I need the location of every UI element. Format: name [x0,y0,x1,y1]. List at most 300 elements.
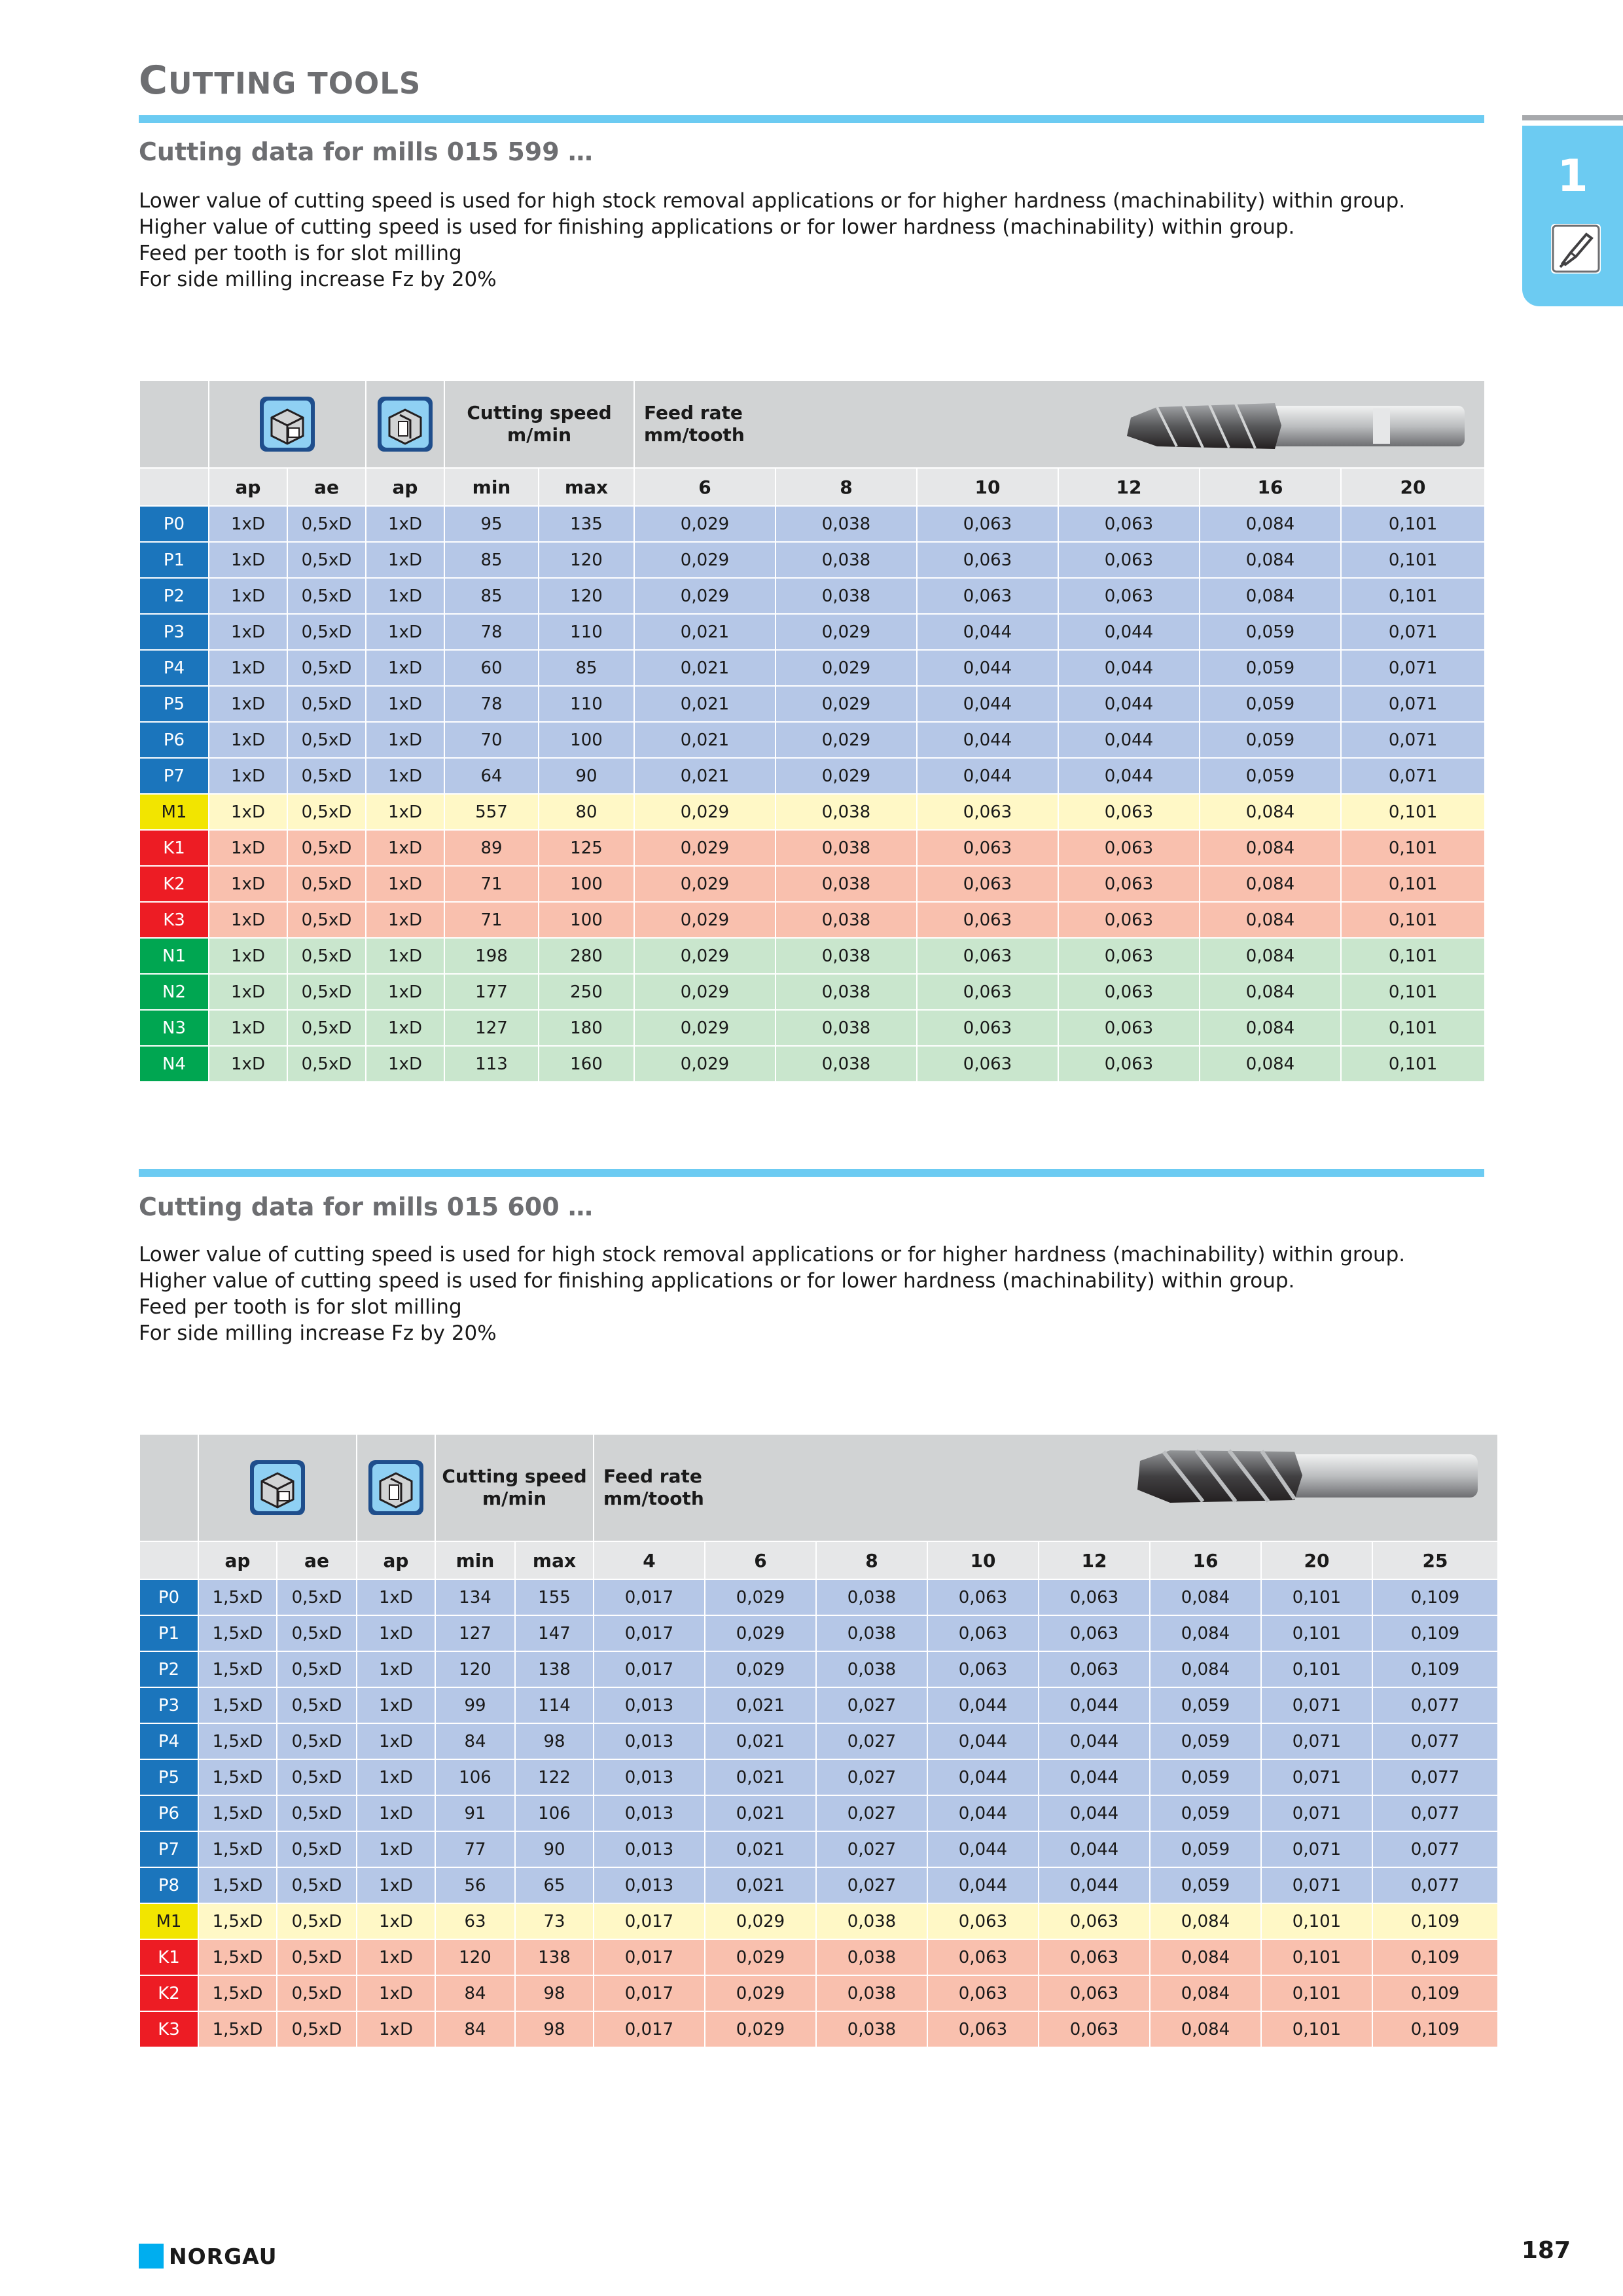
table-cell: 0,5xD [277,1867,357,1903]
table-cell: 0,5xD [287,866,366,902]
table-cell: 0,101 [1261,1975,1372,2011]
table-cell: 0,017 [594,1579,705,1615]
brand-logo-mark [139,2244,164,2269]
table-cell: 0,044 [1058,722,1200,758]
table-cell: 0,021 [705,1723,816,1759]
roughing-end-mill-image [1118,394,1471,457]
slot-milling-icon [357,1434,435,1541]
diameter-header: 12 [1039,1541,1150,1579]
table-cell: 0,029 [705,1939,816,1975]
table-row [139,650,1485,686]
table-cell: 0,063 [1058,1046,1200,1082]
table-cell: 0,029 [776,650,917,686]
table-cell: 0,044 [917,758,1058,794]
table-cell: 0,063 [917,830,1058,866]
table-cell: 1xD [366,974,444,1010]
table-cell: 0,071 [1261,1687,1372,1723]
table-cell: 0,038 [776,866,917,902]
table-cell: 0,059 [1150,1867,1261,1903]
table-cell: 0,059 [1200,722,1341,758]
table-cell: 0,109 [1372,1651,1498,1687]
table-cell: 0,071 [1341,722,1485,758]
table-body [139,1579,1498,2047]
table-cell: 127 [444,1010,539,1046]
table-cell: 0,029 [634,866,776,902]
column-header: ap [198,1541,277,1579]
table-cell: 0,021 [634,758,776,794]
material-group-cell: K1 [139,830,209,866]
table-cell: 0,038 [776,578,917,614]
table-cell: 1xD [209,974,287,1010]
table-cell: 0,029 [705,1975,816,2011]
material-group-cell: P2 [139,578,209,614]
table-cell: 160 [539,1046,634,1082]
table-cell: 0,029 [705,1615,816,1651]
table-cell: 557 [444,794,539,830]
table-cell: 0,5xD [287,758,366,794]
tab-divider [1522,115,1623,120]
table-cell: 0,029 [634,578,776,614]
table-cell: 1xD [366,830,444,866]
table-cell: 0,044 [1039,1867,1150,1903]
material-group-cell: N2 [139,974,209,1010]
table-cell: 1xD [209,542,287,578]
table-cell: 177 [444,974,539,1010]
table-cell: 0,038 [776,938,917,974]
diameter-header: 16 [1200,468,1341,506]
table-cell: 0,071 [1261,1723,1372,1759]
column-header: ap [209,468,287,506]
diameter-header: 16 [1150,1541,1261,1579]
table-cell: 0,071 [1261,1795,1372,1831]
section-title: Cutting data for mills 015 599 … [139,137,593,166]
table-cell: 0,101 [1341,1010,1485,1046]
table-cell: 0,5xD [277,1903,357,1939]
table-cell: 0,029 [634,938,776,974]
table-cell: 1xD [357,1651,435,1687]
table-cell: 0,071 [1261,1759,1372,1795]
diameter-header: 8 [776,468,917,506]
table-cell: 0,071 [1341,614,1485,650]
table-cell: 0,029 [634,506,776,542]
table-cell: 0,029 [705,1651,816,1687]
table-cell: 0,063 [1058,938,1200,974]
table-cell: 0,101 [1341,974,1485,1010]
table-cell: 0,077 [1372,1831,1498,1867]
table-cell: 1xD [366,650,444,686]
note-line: Feed per tooth is for slot milling [139,1295,462,1319]
table-cell: 0,038 [776,902,917,938]
table-cell: 0,038 [816,1615,927,1651]
table-cell: 56 [435,1867,515,1903]
table-cell: 1xD [209,722,287,758]
table-cell: 0,063 [1039,1903,1150,1939]
table-cell: 90 [539,758,634,794]
table-cell: 1,5xD [198,1903,277,1939]
table-cell: 110 [539,614,634,650]
table-cell: 114 [515,1687,594,1723]
table-cell: 250 [539,974,634,1010]
material-group-cell: P4 [139,1723,198,1759]
table-cell: 0,101 [1341,938,1485,974]
table-cell: 0,084 [1200,902,1341,938]
table-cell: 71 [444,902,539,938]
table-cell: 0,059 [1200,650,1341,686]
chapter-tab[interactable] [1522,126,1623,306]
table-cell: 0,029 [634,830,776,866]
table-cell: 0,038 [816,1939,927,1975]
column-header: ap [366,468,444,506]
table-cell: 0,084 [1150,1939,1261,1975]
note-line: Feed per tooth is for slot milling [139,242,462,265]
material-group-cell: P7 [139,758,209,794]
material-group-cell: P8 [139,1867,198,1903]
table-row [139,1046,1485,1082]
table-cell: 1xD [209,902,287,938]
table-cell: 84 [435,2011,515,2047]
table-cell: 0,013 [594,1831,705,1867]
table-cell: 0,063 [917,902,1058,938]
table-cell: 1,5xD [198,1651,277,1687]
table-cell: 1xD [366,1010,444,1046]
table-cell: 70 [444,722,539,758]
table-cell: 0,063 [917,1010,1058,1046]
table-cell: 0,077 [1372,1759,1498,1795]
page-number: 187 [1521,2237,1571,2264]
end-mill-icon [1551,224,1601,274]
table-cell: 0,101 [1261,1579,1372,1615]
table-cell: 0,063 [927,1903,1039,1939]
table-body [139,506,1485,1082]
table-cell: 125 [539,830,634,866]
table-cell: 0,063 [1058,974,1200,1010]
table-cell: 0,063 [1039,2011,1150,2047]
table-cell: 0,059 [1150,1795,1261,1831]
table-cell: 0,063 [1058,902,1200,938]
table-cell: 1xD [357,1687,435,1723]
table-cell: 85 [444,542,539,578]
table-cell: 0,029 [634,794,776,830]
table-cell: 1xD [357,1579,435,1615]
table-cell: 0,5xD [287,614,366,650]
column-header-row [139,1541,1498,1579]
table-cell: 0,5xD [287,902,366,938]
table-cell: 0,038 [816,1579,927,1615]
table-cell: 95 [444,506,539,542]
table-cell: 0,101 [1261,2011,1372,2047]
material-group-cell: P3 [139,614,209,650]
material-group-cell: P1 [139,1615,198,1651]
table-cell: 0,044 [927,1759,1039,1795]
table-row [139,1939,1498,1975]
table-cell: 0,063 [1058,866,1200,902]
table-cell: 1xD [209,614,287,650]
table-cell: 60 [444,650,539,686]
table-cell: 0,044 [1039,1759,1150,1795]
blank-header-cell [139,380,209,468]
table-cell: 1,5xD [198,1579,277,1615]
table-cell: 0,5xD [287,578,366,614]
material-group-cell: N3 [139,1010,209,1046]
table-cell: 0,109 [1372,1579,1498,1615]
table-cell: 0,059 [1200,686,1341,722]
table-cell: 0,044 [927,1831,1039,1867]
table-cell: 0,101 [1261,1651,1372,1687]
table-cell: 0,044 [1058,686,1200,722]
material-group-cell: M1 [139,1903,198,1939]
table-cell: 0,059 [1200,614,1341,650]
table-cell: 0,084 [1150,1615,1261,1651]
table-cell: 1xD [366,758,444,794]
table-cell: 0,044 [1058,614,1200,650]
material-group-cell: K2 [139,1975,198,2011]
table-cell: 0,5xD [287,1046,366,1082]
page-title: CUTTING TOOLS [139,58,421,103]
table-cell: 0,063 [1058,794,1200,830]
table-cell: 0,5xD [287,722,366,758]
table-cell: 0,5xD [287,650,366,686]
material-group-cell: P1 [139,542,209,578]
table-cell: 0,077 [1372,1867,1498,1903]
table-cell: 78 [444,614,539,650]
table-cell: 80 [539,794,634,830]
table-cell: 0,059 [1150,1831,1261,1867]
table-cell: 0,5xD [287,542,366,578]
feed-rate-header: Feed rate mm/tooth [594,1434,1498,1541]
table-cell: 1,5xD [198,1759,277,1795]
table-cell: 0,027 [816,1831,927,1867]
table-cell: 0,044 [1039,1723,1150,1759]
table-cell: 0,038 [776,794,917,830]
table-cell: 1xD [366,686,444,722]
table-cell: 0,021 [634,722,776,758]
table-cell: 0,044 [1039,1687,1150,1723]
table-cell: 0,063 [927,1939,1039,1975]
table-cell: 1xD [209,686,287,722]
table-cell: 1xD [366,902,444,938]
table-cell: 91 [435,1795,515,1831]
table-cell: 0,101 [1341,542,1485,578]
table-cell: 99 [435,1687,515,1723]
column-header: max [515,1541,594,1579]
table-cell: 0,101 [1341,1046,1485,1082]
table-cell: 0,063 [917,866,1058,902]
table-cell: 0,029 [634,902,776,938]
table-cell: 73 [515,1903,594,1939]
diameter-header: 10 [917,468,1058,506]
table-cell: 0,038 [816,1975,927,2011]
table-cell: 0,059 [1150,1723,1261,1759]
table-cell: 0,101 [1341,578,1485,614]
table-cell: 1xD [357,1723,435,1759]
table-cell: 0,109 [1372,1975,1498,2011]
table-cell: 0,063 [917,542,1058,578]
table-cell: 110 [539,686,634,722]
table-cell: 0,5xD [287,686,366,722]
table-cell: 0,027 [816,1687,927,1723]
table-row [139,578,1485,614]
table-cell: 1xD [357,1759,435,1795]
table-row [139,1903,1498,1939]
table-cell: 138 [515,1939,594,1975]
table-row [139,1010,1485,1046]
table-cell: 0,021 [634,650,776,686]
table-cell: 0,044 [917,614,1058,650]
diameter-header: 6 [634,468,776,506]
column-header: max [539,468,634,506]
material-group-cell: N1 [139,938,209,974]
table-cell: 0,063 [1039,1975,1150,2011]
table-cell: 0,044 [1058,650,1200,686]
column-header: ae [277,1541,357,1579]
end-mill-image [1131,1441,1484,1509]
table-cell: 0,013 [594,1759,705,1795]
side-milling-icon [209,380,366,468]
table-cell: 0,044 [927,1723,1039,1759]
table-cell: 0,109 [1372,1939,1498,1975]
table-cell: 0,084 [1200,506,1341,542]
table-cell: 0,038 [776,974,917,1010]
table-cell: 1,5xD [198,1723,277,1759]
table-cell: 0,101 [1341,506,1485,542]
table-cell: 0,029 [776,722,917,758]
table-cell: 0,063 [1058,830,1200,866]
table-cell: 0,5xD [287,938,366,974]
table-cell: 0,101 [1341,830,1485,866]
chapter-number: 1 [1557,151,1588,202]
cutting-data-table [139,380,1486,1083]
column-header: ap [357,1541,435,1579]
table-cell: 120 [435,1651,515,1687]
table-cell: 0,084 [1150,1579,1261,1615]
table-cell: 180 [539,1010,634,1046]
table-cell: 147 [515,1615,594,1651]
table-cell: 0,063 [927,1975,1039,2011]
table-cell: 84 [435,1723,515,1759]
table-cell: 1xD [357,1831,435,1867]
table-cell: 1,5xD [198,1939,277,1975]
column-header: ae [287,468,366,506]
table-cell: 1,5xD [198,1867,277,1903]
table-cell: 0,5xD [277,2011,357,2047]
table-cell: 0,5xD [277,1723,357,1759]
table-cell: 0,071 [1341,686,1485,722]
table-row [139,1867,1498,1903]
table-cell: 1xD [366,866,444,902]
table-cell: 0,027 [816,1759,927,1795]
table-cell: 0,059 [1150,1687,1261,1723]
blank-header-cell [139,1541,198,1579]
table-cell: 1xD [366,542,444,578]
table-row [139,614,1485,650]
table-cell: 0,077 [1372,1795,1498,1831]
table-cell: 0,084 [1150,1651,1261,1687]
table-cell: 0,044 [1039,1795,1150,1831]
table-cell: 1,5xD [198,1615,277,1651]
table-row [139,1579,1498,1615]
table-cell: 0,044 [927,1867,1039,1903]
column-header: min [435,1541,515,1579]
table-cell: 0,071 [1261,1867,1372,1903]
material-group-cell: P3 [139,1687,198,1723]
table-row [139,1651,1498,1687]
table-cell: 0,038 [816,1651,927,1687]
table-cell: 106 [515,1795,594,1831]
table-cell: 0,029 [776,758,917,794]
table-cell: 0,063 [927,1615,1039,1651]
table-cell: 0,063 [917,578,1058,614]
table-cell: 0,017 [594,1615,705,1651]
table-cell: 0,029 [634,1010,776,1046]
material-group-cell: P0 [139,1579,198,1615]
table-row [139,542,1485,578]
note-line: For side milling increase Fz by 20% [139,1321,497,1345]
material-group-cell: P5 [139,1759,198,1795]
table-cell: 0,084 [1200,1010,1341,1046]
table-cell: 1xD [357,2011,435,2047]
table-cell: 78 [444,686,539,722]
table-cell: 0,5xD [277,1687,357,1723]
table-cell: 0,021 [634,686,776,722]
note-line: For side milling increase Fz by 20% [139,268,497,291]
table-cell: 0,063 [917,974,1058,1010]
table-row [139,1723,1498,1759]
table-cell: 0,063 [917,1046,1058,1082]
table-cell: 0,021 [705,1687,816,1723]
table-cell: 1,5xD [198,1687,277,1723]
table-cell: 85 [539,650,634,686]
table-cell: 0,013 [594,1867,705,1903]
diameter-header: 12 [1058,468,1200,506]
table-cell: 0,017 [594,1975,705,2011]
table-cell: 280 [539,938,634,974]
table-cell: 134 [435,1579,515,1615]
table-row [139,938,1485,974]
table-cell: 0,084 [1200,578,1341,614]
table-cell: 0,5xD [287,794,366,830]
diameter-header: 4 [594,1541,705,1579]
table-cell: 0,044 [927,1795,1039,1831]
table-cell: 1xD [209,758,287,794]
table-cell: 0,044 [917,686,1058,722]
table-cell: 1xD [366,722,444,758]
table-cell: 0,059 [1200,758,1341,794]
table-cell: 1xD [366,1046,444,1082]
table-cell: 0,013 [594,1795,705,1831]
side-milling-icon [198,1434,357,1541]
table-cell: 0,017 [594,1651,705,1687]
section-title: Cutting data for mills 015 600 … [139,1193,593,1221]
table-cell: 0,084 [1200,866,1341,902]
table-cell: 0,029 [634,1046,776,1082]
table-cell: 0,063 [1039,1615,1150,1651]
table-cell: 1,5xD [198,2011,277,2047]
note-line: Lower value of cutting speed is used for high stock removal applications or for higher hardness (machinability) within group. [139,1243,1406,1266]
table-cell: 0,084 [1200,794,1341,830]
table-cell: 0,038 [816,2011,927,2047]
table-cell: 0,027 [816,1723,927,1759]
table-row [139,2011,1498,2047]
table-row [139,1615,1498,1651]
table-cell: 1xD [209,794,287,830]
table-row [139,830,1485,866]
table-cell: 120 [435,1939,515,1975]
table-cell: 0,5xD [277,1651,357,1687]
table-cell: 0,029 [634,542,776,578]
table-cell: 90 [515,1831,594,1867]
table-cell: 198 [444,938,539,974]
table-row [139,1975,1498,2011]
